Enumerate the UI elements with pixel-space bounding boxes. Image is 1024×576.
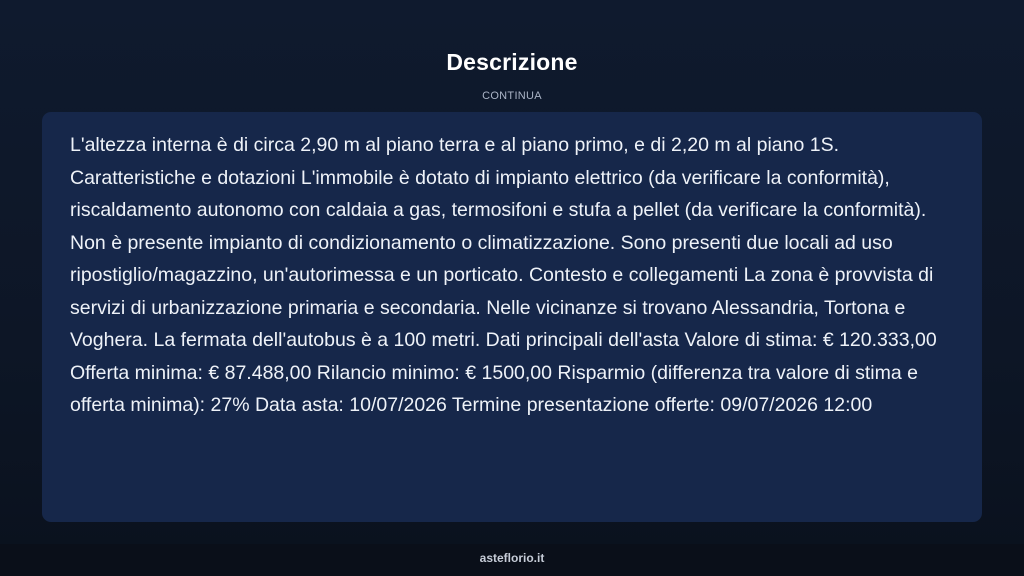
description-card [42,112,982,522]
continue-label: CONTINUA [482,90,542,102]
description-text: L'altezza interna è di circa 2,90 m al piano terra e al piano primo, e di 2,20 m al piano 1S. Caratteristiche e dotazioni L'immobile è dotato di impianto elettrico (da verificare la conformità), riscaldamento autonomo con caldaia a gas, termosifoni e stufa a pellet (da verificare la conformità). Non è presente impianto di condizionamento o climatizzazione. Sono presenti due locali ad uso ripostiglio/magazzino, un'autorimessa e un porticato. Contesto e collegamenti La zona è provvista di servizi di urbanizzazione primaria e secondaria. Nelle vicinanze si trovano Alessandria, Tortona e Voghera. La fermata dell'autobus è a 100 metri. Dati principali dell'asta Valore di stima: € 120.333,00 Offerta minima: € 87.488,00 Rilancio minimo: € 1500,00 Risparmio (differenza tra valore di stima e offerta minima): 27% Data asta: 10/07/2026 Termine presentazione offerte: 09/07/2026 12:00 [70,134,937,416]
site-name: asteflorio.it [479,551,545,565]
footer-bar [0,544,1024,576]
page-title: Descrizione [446,49,578,75]
